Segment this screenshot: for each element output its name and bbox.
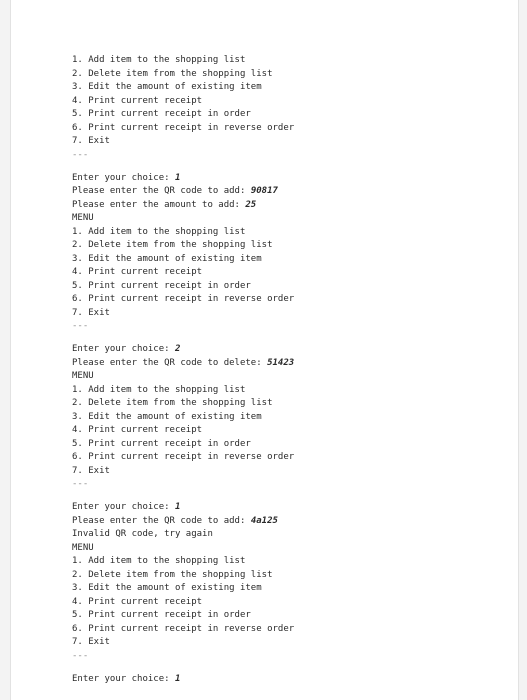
menu-option bbox=[72, 636, 294, 650]
prompt-text: Please enter the QR code to add: bbox=[72, 515, 251, 526]
choice-value: 1 bbox=[174, 673, 181, 684]
prompt-line bbox=[72, 185, 294, 199]
prompt-text: Please enter the amount to add: bbox=[72, 199, 246, 210]
menu-option bbox=[72, 81, 294, 95]
prompt-text: Invalid QR code, try again bbox=[72, 529, 213, 539]
menu-option bbox=[72, 108, 294, 122]
menu-title: MENU bbox=[72, 213, 94, 223]
gap bbox=[72, 162, 294, 172]
menu-option bbox=[72, 95, 294, 109]
prompt-line bbox=[72, 515, 294, 529]
menu-option bbox=[72, 411, 294, 425]
menu-option-text: 2. Delete item from the shopping list bbox=[72, 68, 273, 79]
separator: --- bbox=[72, 650, 89, 661]
menu-option-text: 2. Delete item from the shopping list bbox=[72, 240, 273, 250]
menu-title: MENU bbox=[72, 371, 94, 381]
menu-title: MENU bbox=[72, 542, 94, 553]
menu-option-text: 3. Edit the amount of existing item bbox=[72, 82, 262, 92]
document-page bbox=[10, 0, 519, 700]
choice-prompt: Enter your choice: bbox=[72, 172, 175, 183]
menu-option bbox=[72, 424, 294, 438]
menu-title-line bbox=[72, 370, 294, 384]
separator-line bbox=[72, 320, 294, 334]
prompt-line bbox=[72, 199, 294, 213]
menu-option bbox=[72, 384, 294, 398]
separator-line bbox=[72, 478, 294, 492]
menu-option bbox=[72, 266, 294, 280]
choice-prompt: Enter your choice: bbox=[72, 502, 175, 512]
choice-value: 1 bbox=[174, 502, 181, 512]
menu-option bbox=[72, 397, 294, 411]
menu-option-text: 7. Exit bbox=[72, 136, 110, 146]
menu-option bbox=[72, 226, 294, 240]
menu-option-text: 2. Delete item from the shopping list bbox=[72, 569, 273, 580]
menu-option-text: 3. Edit the amount of existing item bbox=[72, 253, 262, 264]
menu-option-text: 4. Print current receipt bbox=[72, 596, 203, 607]
menu-option-text: 3. Edit the amount of existing item bbox=[72, 411, 262, 422]
prompt-value: 4a125 bbox=[250, 515, 278, 526]
menu-option-text: 1. Add item to the shopping list bbox=[72, 384, 246, 395]
choice-line bbox=[72, 172, 294, 186]
menu-option-text: 6. Print current receipt in reverse order bbox=[72, 122, 295, 133]
gap bbox=[72, 663, 294, 673]
menu-option bbox=[72, 122, 294, 136]
menu-option bbox=[72, 68, 294, 82]
prompt-line bbox=[72, 528, 294, 542]
menu-option bbox=[72, 280, 294, 294]
menu-title-line bbox=[72, 542, 294, 556]
menu-option bbox=[72, 307, 294, 321]
menu-option-text: 6. Print current receipt in reverse order bbox=[72, 623, 295, 634]
gap bbox=[72, 492, 294, 502]
separator: --- bbox=[72, 149, 89, 160]
menu-option bbox=[72, 569, 294, 583]
choice-value: 1 bbox=[174, 172, 181, 183]
menu-option bbox=[72, 465, 294, 479]
menu-title-line bbox=[72, 212, 294, 226]
separator: --- bbox=[72, 321, 89, 331]
menu-option bbox=[72, 135, 294, 149]
menu-option bbox=[72, 239, 294, 253]
menu-option bbox=[72, 438, 294, 452]
menu-option-text: 5. Print current receipt in order bbox=[72, 280, 251, 291]
prompt-value: 25 bbox=[245, 199, 257, 210]
menu-option-text: 4. Print current receipt bbox=[72, 425, 203, 435]
separator-line bbox=[72, 149, 294, 163]
menu-option-text: 1. Add item to the shopping list bbox=[72, 226, 246, 237]
prompt-value: 51423 bbox=[267, 357, 295, 368]
menu-option-text: 6. Print current receipt in reverse order bbox=[72, 452, 295, 462]
choice-line bbox=[72, 343, 294, 357]
menu-option-text: 5. Print current receipt in order bbox=[72, 109, 251, 119]
prompt-text: Please enter the QR code to add: bbox=[72, 186, 251, 196]
prompt-text: Please enter the QR code to delete: bbox=[72, 357, 268, 368]
prompt-line bbox=[72, 357, 294, 371]
menu-option-text: 1. Add item to the shopping list bbox=[72, 556, 246, 566]
menu-option-text: 4. Print current receipt bbox=[72, 95, 203, 106]
choice-prompt: Enter your choice: bbox=[72, 344, 175, 354]
choice-line bbox=[72, 673, 294, 687]
menu-option bbox=[72, 623, 294, 637]
menu-option-text: 7. Exit bbox=[72, 465, 110, 476]
menu-option-text: 7. Exit bbox=[72, 307, 110, 318]
menu-option bbox=[72, 253, 294, 267]
separator-line bbox=[72, 650, 294, 664]
choice-line bbox=[72, 501, 294, 515]
menu-option-text: 7. Exit bbox=[72, 637, 110, 647]
menu-option bbox=[72, 451, 294, 465]
menu-option bbox=[72, 54, 294, 68]
menu-option bbox=[72, 293, 294, 307]
menu-option-text: 5. Print current receipt in order bbox=[72, 438, 251, 449]
choice-value: 2 bbox=[174, 344, 181, 354]
menu-option bbox=[72, 609, 294, 623]
menu-option bbox=[72, 582, 294, 596]
menu-option-text: 3. Edit the amount of existing item bbox=[72, 583, 262, 593]
menu-option-text: 2. Delete item from the shopping list bbox=[72, 398, 273, 408]
menu-option-text: 6. Print current receipt in reverse order bbox=[72, 294, 295, 304]
menu-option-text: 1. Add item to the shopping list bbox=[72, 55, 246, 65]
menu-option bbox=[72, 555, 294, 569]
menu-option-text: 4. Print current receipt bbox=[72, 267, 203, 277]
prompt-value: 90817 bbox=[250, 186, 278, 196]
console-output bbox=[72, 54, 294, 686]
choice-prompt: Enter your choice: bbox=[72, 673, 175, 684]
gap bbox=[72, 334, 294, 344]
menu-option-text: 5. Print current receipt in order bbox=[72, 610, 251, 620]
menu-option bbox=[72, 596, 294, 610]
separator: --- bbox=[72, 479, 89, 489]
